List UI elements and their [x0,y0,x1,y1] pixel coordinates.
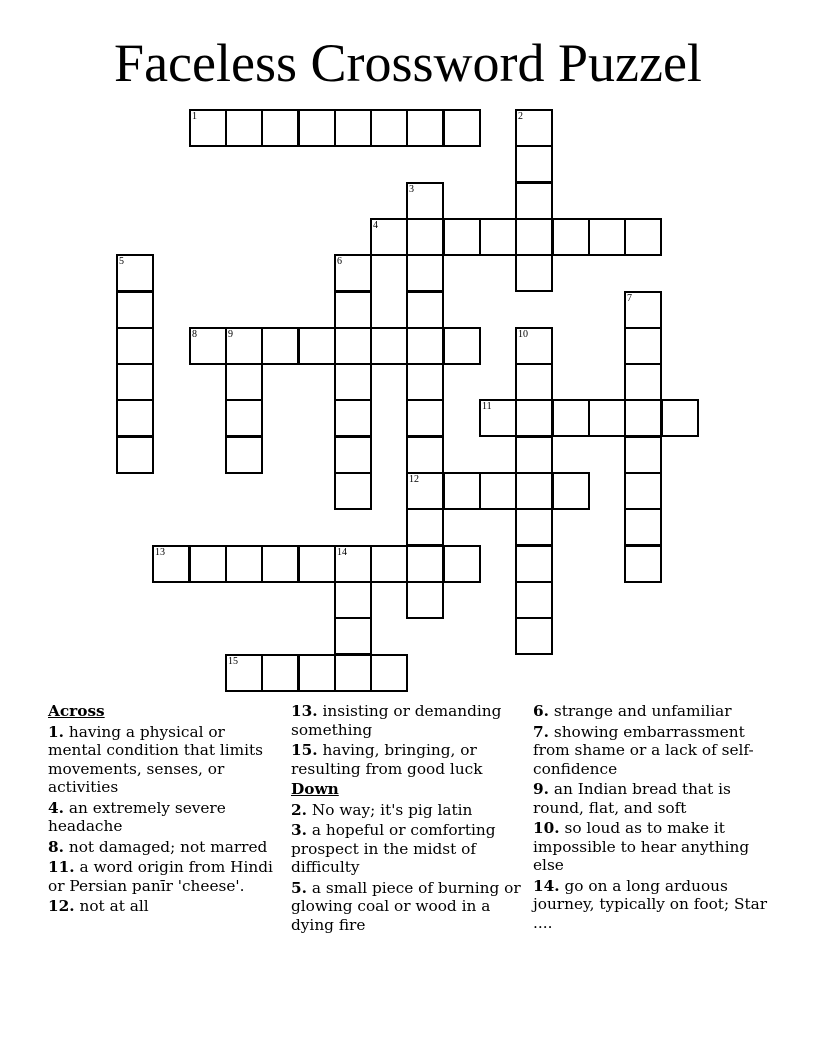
clue-text: insisting or demanding something [291,702,502,739]
grid-cell[interactable] [406,182,444,220]
clue-across-13 [291,702,526,739]
grid-cell[interactable] [189,327,227,365]
grid-cell[interactable] [116,254,154,292]
clue-text: not damaged; not marred [68,837,268,856]
clue-down-2 [291,801,526,820]
grid-cell[interactable] [116,436,154,474]
grid-cell[interactable] [515,254,553,292]
grid-cell[interactable] [116,291,154,329]
clue-across-1 [48,723,283,797]
clue-down-10 [533,819,773,875]
grid-cell[interactable] [515,182,553,220]
grid-cell[interactable] [515,145,553,183]
grid-cell[interactable] [370,545,408,583]
clue-down-9 [533,780,773,817]
clue-number: 9. [533,780,549,798]
grid-cell[interactable] [261,545,299,583]
clue-number: 1. [48,722,64,741]
grid-cell[interactable] [624,436,662,474]
clue-down-3 [291,821,526,877]
grid-cell[interactable] [261,109,299,147]
grid-cell[interactable] [479,472,517,510]
grid-cell[interactable] [334,545,372,583]
grid-cell[interactable] [515,545,553,583]
clue-text: having a physical or mental condition that limits movements, senses, or activities [48,722,264,796]
clue-across-11 [48,858,283,895]
clue-number: 10. [533,819,560,837]
grid-cell[interactable] [116,327,154,365]
grid-cell[interactable] [588,218,626,256]
page-title: Faceless Crossword Puzzel [114,33,702,93]
grid-cell[interactable] [261,327,299,365]
clue-number: 5. [291,878,307,897]
clue-across-12 [48,897,283,916]
clue-text: a small piece of burning or glowing coal or wood in a dying fire [291,878,521,934]
clue-across-4 [48,799,283,836]
grid-cell[interactable] [443,472,481,510]
clue-number: 12. [48,897,75,915]
grid-cell[interactable] [225,363,263,401]
grid-cell[interactable] [261,654,299,692]
grid-cell[interactable] [334,327,372,365]
clue-text: showing embarrassment from shame or a lack of self-confidence [533,722,754,778]
grid-cell[interactable] [370,109,408,147]
cell-number: 14 [337,547,347,558]
clue-number: 4. [48,798,64,817]
grid-cell[interactable] [443,545,481,583]
grid-cell[interactable] [116,399,154,437]
grid-cell[interactable] [406,109,444,147]
clue-number: 7. [533,722,549,741]
grid-cell[interactable] [334,254,372,292]
grid-cell[interactable] [479,399,517,437]
clue-text: a hopeful or comforting prospect in the midst of difficulty [291,821,496,876]
grid-cell[interactable] [624,545,662,583]
grid-cell[interactable] [515,472,553,510]
clue-number: 13. [291,702,318,720]
clue-number: 2. [291,800,307,819]
clue-number: 14. [533,876,560,895]
grid-cell[interactable] [515,508,553,546]
grid-cell[interactable] [225,545,263,583]
grid-cell[interactable] [624,291,662,329]
clue-text: not at all [79,897,149,915]
cell-number: 6 [337,256,342,267]
grid-cell[interactable] [406,508,444,546]
grid-cell[interactable] [116,363,154,401]
grid-cell[interactable] [406,472,444,510]
grid-cell[interactable] [443,327,481,365]
clue-text: so loud as to make it impossible to hear anything else [533,819,750,874]
grid-cell[interactable] [552,218,590,256]
clue-across-15 [291,741,526,778]
grid-cell[interactable] [479,218,517,256]
clues-column-2 [291,702,526,936]
grid-cell[interactable] [515,399,553,437]
grid-cell[interactable] [624,399,662,437]
grid-cell[interactable] [334,472,372,510]
clue-text: an extremely severe headache [48,798,226,835]
clue-down-7 [533,723,773,779]
grid-cell[interactable] [370,218,408,256]
grid-cell[interactable] [406,545,444,583]
clue-down-5 [291,879,526,935]
grid-cell[interactable] [334,581,372,619]
grid-cell[interactable] [406,291,444,329]
cell-number: 1 [192,111,197,122]
across-header: Across [48,702,105,720]
clue-text: strange and unfamiliar [553,702,732,720]
clue-number: 15. [291,741,318,759]
grid-cell[interactable] [443,218,481,256]
grid-cell[interactable] [334,617,372,655]
grid-cell[interactable] [515,327,553,365]
grid-cell[interactable] [624,363,662,401]
grid-cell[interactable] [552,399,590,437]
cell-number: 9 [228,329,233,340]
clue-number: 6. [533,702,549,720]
cell-number: 8 [192,329,197,340]
grid-cell[interactable] [515,218,553,256]
clue-number: 8. [48,837,64,856]
cell-number: 5 [119,256,124,267]
cell-number: 7 [627,293,632,304]
grid-cell[interactable] [406,218,444,256]
grid-cell[interactable] [334,654,372,692]
grid-cell[interactable] [334,109,372,147]
grid-cell[interactable] [515,436,553,474]
grid-cell[interactable] [225,327,263,365]
clue-text: an Indian bread that is round, flat, and soft [533,780,731,817]
grid-cell[interactable] [624,508,662,546]
grid-cell[interactable] [298,109,336,147]
grid-cell[interactable] [189,109,227,147]
clues-column-1 [48,702,283,918]
grid-cell[interactable] [370,327,408,365]
clue-across-8 [48,838,283,857]
clues-column-3 [533,702,773,934]
cell-number: 4 [373,220,378,231]
grid-cell[interactable] [406,399,444,437]
clue-text: go on a long arduous journey, typically on foot; Star .... [533,876,768,932]
cell-number: 10 [518,329,528,340]
grid-cell[interactable] [334,291,372,329]
clue-down-14 [533,877,773,933]
grid-cell[interactable] [661,399,699,437]
clue-text: No way; it's pig latin [311,800,473,819]
grid-cell[interactable] [225,654,263,692]
grid-cell[interactable] [443,109,481,147]
grid-cell[interactable] [298,545,336,583]
grid-cell[interactable] [370,654,408,692]
grid-cell[interactable] [225,436,263,474]
grid-cell[interactable] [406,327,444,365]
grid-cell[interactable] [225,109,263,147]
grid-cell[interactable] [189,545,227,583]
grid-cell[interactable] [515,617,553,655]
clue-number: 11. [48,858,75,876]
cell-number: 3 [409,184,414,195]
cell-number: 13 [155,547,165,558]
grid-cell[interactable] [334,399,372,437]
cell-number: 2 [518,111,523,122]
grid-cell[interactable] [588,399,626,437]
grid-cell[interactable] [406,436,444,474]
grid-cell[interactable] [334,363,372,401]
clue-text: having, bringing, or resulting from good luck [291,741,483,778]
clue-number: 3. [291,821,307,839]
grid-cell[interactable] [515,109,553,147]
down-header: Down [291,780,339,798]
cell-number: 11 [482,401,492,412]
grid-cell[interactable] [152,545,190,583]
grid-cell[interactable] [225,399,263,437]
grid-cell[interactable] [406,254,444,292]
grid-cell[interactable] [624,472,662,510]
clue-text: a word origin from Hindi or Persian panīr 'cheese'. [48,858,273,895]
grid-cell[interactable] [624,327,662,365]
grid-cell[interactable] [298,327,336,365]
cell-number: 12 [409,474,419,485]
clue-down-6 [533,702,773,721]
grid-cell[interactable] [298,654,336,692]
grid-cell[interactable] [334,436,372,474]
grid-cell[interactable] [624,218,662,256]
grid-cell[interactable] [552,472,590,510]
grid-cell[interactable] [515,363,553,401]
cell-number: 15 [228,656,238,667]
grid-cell[interactable] [406,363,444,401]
grid-cell[interactable] [406,581,444,619]
grid-cell[interactable] [515,581,553,619]
